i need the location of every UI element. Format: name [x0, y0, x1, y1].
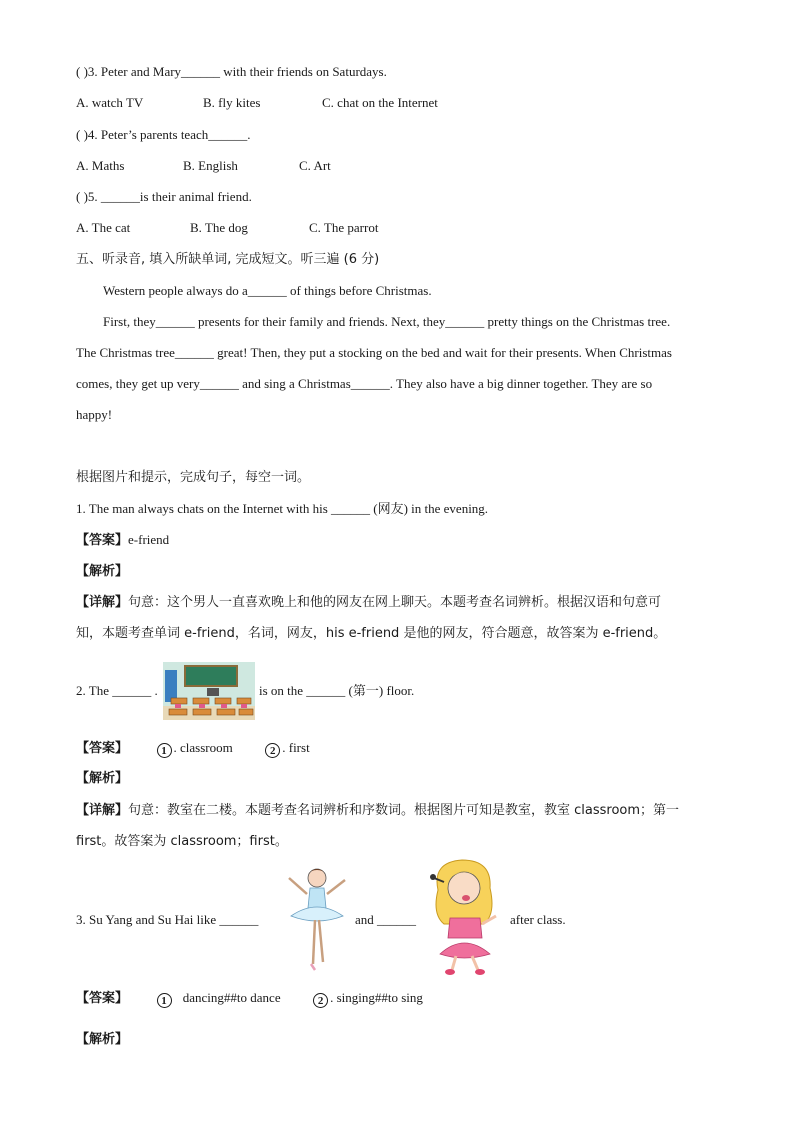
number-1-circle: 1: [157, 743, 172, 758]
passage-line-3: The Christmas tree______ great! Then, they put a stocking on the bed and wait for their presents. When Christmas: [76, 345, 672, 360]
q1-detail-text-1: 句意：这个男人一直喜欢晚上和他的网友在网上聊天。本题考查名词辨析。根据汉语和句意可: [128, 595, 662, 610]
detail-tag: 【详解】: [76, 595, 129, 610]
fill-question-1: 1. The man always chats on the Internet with his ______ (网友) in the evening.: [76, 501, 489, 516]
singing-girl-picture: [426, 858, 504, 976]
q1-analysis-tag: 【解析】: [76, 564, 129, 579]
q5-option-b: B. The dog: [190, 220, 248, 235]
passage-line-5: happy!: [76, 407, 113, 422]
number-1-circle: 1: [157, 993, 172, 1008]
fill-question-3-mid: and ______: [355, 912, 417, 927]
number-2-circle: 2: [265, 743, 280, 758]
section-6-title: 根据图片和提示，完成句子，每空一词。: [76, 470, 311, 485]
q1-detail-line-2: 知，本题考查单词 e-friend，名词，网友，his e-friend 是他的网友，符合题意，故答案为 e-friend。: [76, 626, 667, 641]
q5-option-c: C. The parrot: [309, 220, 379, 235]
q4-option-c: C. Art: [299, 158, 331, 173]
fill-question-2-start: 2. The ______ .: [76, 683, 158, 698]
q3-option-a: A. watch TV: [76, 95, 144, 110]
q3-option-c: C. chat on the Internet: [322, 95, 438, 110]
q3-answer-row: [76, 990, 423, 1008]
detail-tag: 【详解】: [76, 803, 129, 818]
q2-answer-row: [76, 740, 310, 758]
q2-answer-1: . classroom: [173, 740, 233, 755]
question-3: ( )3. Peter and Mary______ with their friends on Saturdays.: [76, 64, 387, 79]
passage-line-1: Western people always do a______ of things before Christmas.: [103, 283, 432, 298]
q3-analysis-tag: 【解析】: [76, 1032, 129, 1047]
section-5-title: 五、听录音, 填入所缺单词, 完成短文。听三遍 (6 分): [76, 252, 380, 267]
q2-detail-line-2: first。故答案为 classroom；first。: [76, 834, 288, 849]
answer-tag: 【答案】: [76, 533, 129, 548]
q5-option-a: A. The cat: [76, 220, 131, 235]
ballet-dancer-picture: [283, 864, 351, 972]
fill-question-2-end: is on the ______ (第一) floor.: [259, 683, 415, 698]
classroom-picture: [163, 662, 255, 720]
question-5: ( )5. ______is their animal friend.: [76, 189, 252, 204]
q2-detail-line-1: [76, 803, 679, 819]
number-2-circle: 2: [313, 993, 328, 1008]
q2-detail-text-1: 句意：教室在二楼。本题考查名词辨析和序数词。根据图片可知是教室，教室 classroom；第一: [128, 803, 680, 818]
q4-option-a: A. Maths: [76, 158, 125, 173]
q1-detail-line-1: [76, 595, 661, 611]
q2-analysis-tag: 【解析】: [76, 771, 129, 786]
passage-line-4: comes, they get up very______ and sing a Christmas______. They also have a big dinner together. They are so: [76, 376, 653, 391]
fill-question-3-start: 3. Su Yang and Su Hai like ______: [76, 912, 259, 927]
q4-option-b: B. English: [183, 158, 238, 173]
q2-answer-2: . first: [282, 740, 310, 755]
question-4: ( )4. Peter’s parents teach______.: [76, 127, 251, 142]
q3-answer-2: . singing##to sing: [330, 990, 423, 1005]
q3-answer-1: dancing##to dance: [182, 990, 281, 1005]
q1-answer: e-friend: [128, 532, 170, 547]
fill-question-3-end: after class.: [510, 912, 566, 927]
answer-tag: 【答案】: [76, 741, 129, 756]
answer-tag: 【答案】: [76, 991, 129, 1006]
q3-option-b: B. fly kites: [203, 95, 261, 110]
passage-line-2: First, they______ presents for their family and friends. Next, they______ pretty things on the Christmas tree.: [103, 314, 671, 329]
q1-answer-row: [76, 532, 169, 549]
